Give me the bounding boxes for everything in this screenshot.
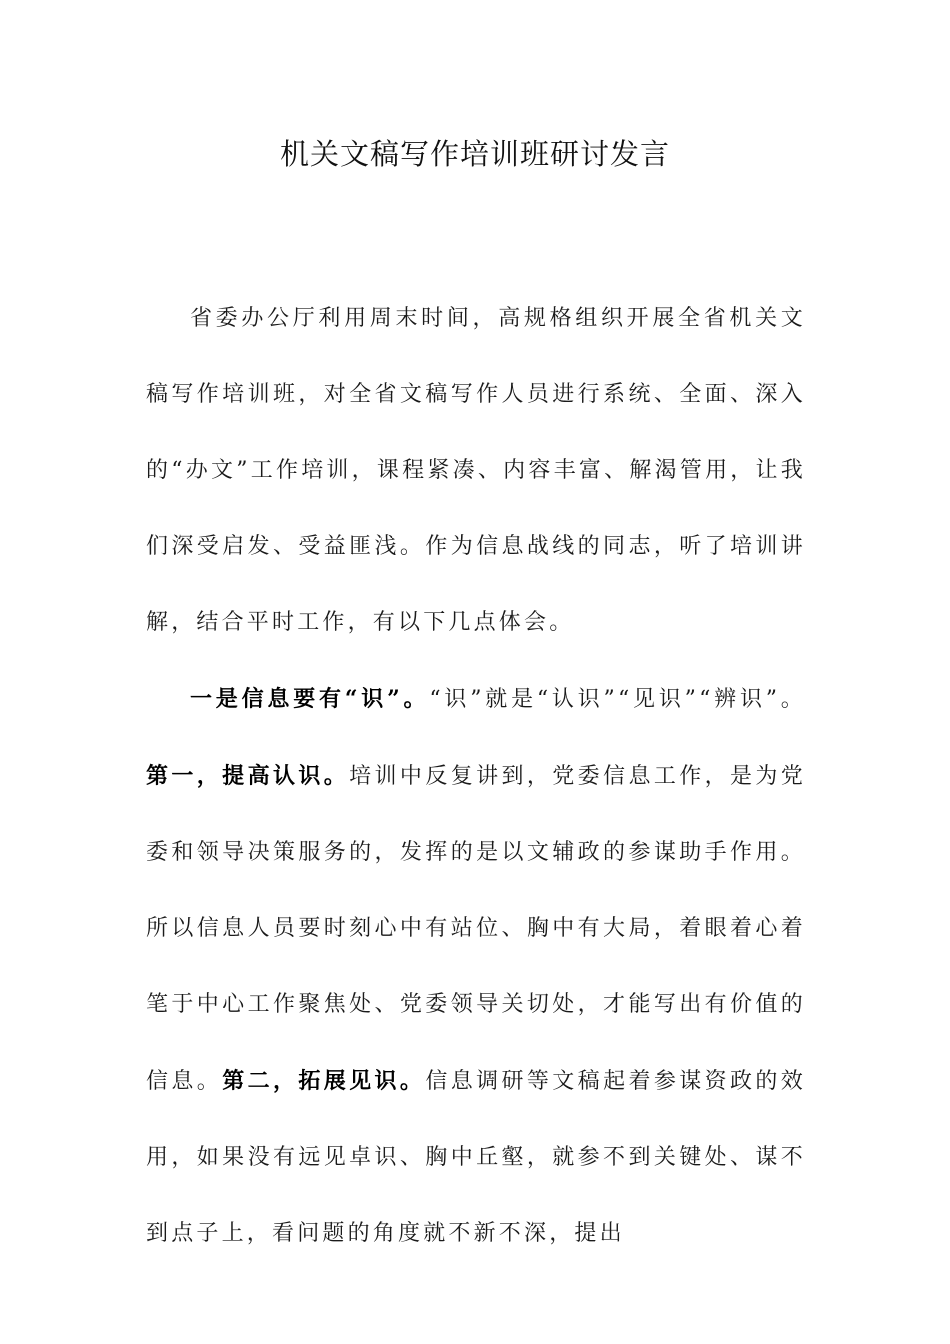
subpoint-text-one: 培训中反复讲到，党委信息工作，是为党委和领导决策服务的，发挥的是以文辅政的参谋助手作用。所以信息人员要时刻心中有站位、胸中有大局，着眼着心着笔于中心工作聚焦处、党委领导关切处，才能写出有价值的信息。 bbox=[146, 764, 806, 1094]
subpoint-heading-two: 第二，拓展见识。 bbox=[222, 1068, 426, 1094]
subpoint-text-two: 信息调研等文稿起着参谋资政的效用，如果没有远见卓识、胸中丘壑，就参不到关键处、谋不到点子上，看问题的角度就不新不深，提出 bbox=[146, 1069, 806, 1246]
section-heading: 一是信息要有“识”。 bbox=[190, 686, 430, 712]
document-title: 机关文稿写作培训班研讨发言 bbox=[279, 137, 670, 171]
point-one-paragraph bbox=[146, 661, 806, 1272]
intro-paragraph: 省委办公厅利用周末时间，高规格组织开展全省机关文稿写作培训班，对全省文稿写作人员进行系统、全面、深入的“办文”工作培训，课程紧凑、内容丰富、解渴管用，让我们深受启发、受益匪浅。作为信息战线的同志，听了培训讲解，结合平时工作，有以下几点体会。 bbox=[146, 306, 806, 635]
section-intro: “识”就是“认识”“见识”“辨识”。 bbox=[429, 687, 807, 712]
subpoint-heading-one: 第一，提高认识。 bbox=[146, 763, 350, 789]
document-body bbox=[146, 281, 806, 1272]
